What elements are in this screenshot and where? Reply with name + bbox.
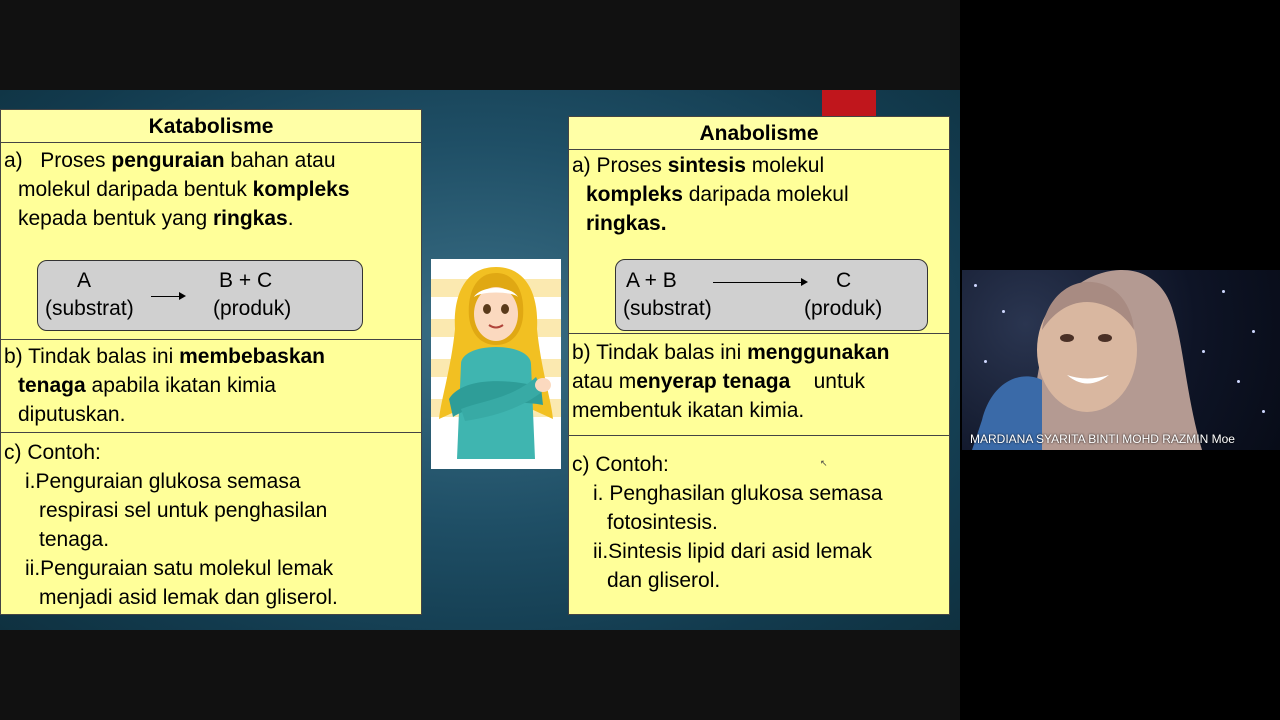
divider [1, 339, 421, 340]
divider [569, 435, 949, 436]
section-b: b) Tindak balas ini membebaskan tenaga apabila ikatan kimia diputuskan. [4, 345, 326, 426]
panel-title: Anabolisme [569, 117, 949, 150]
participant-avatar [962, 270, 1280, 450]
katabolisme-panel [0, 109, 422, 615]
divider [1, 432, 421, 433]
section-a: a) Proses sintesis molekul kompleks daripada molekul ringkas. [572, 154, 849, 235]
mouse-cursor-icon: ↖ [820, 458, 828, 468]
slide-accent-tab [822, 90, 876, 116]
reaction-arrow-icon [713, 282, 806, 283]
divider [569, 333, 949, 334]
presentation-slide [0, 90, 960, 630]
anabolisme-equation: A + B C (substrat) (produk) [615, 259, 928, 331]
participant-name-label: MARDIANA SYARITA BINTI MOHD RAZMIN Moe [970, 432, 1235, 446]
panel-title: Katabolisme [1, 110, 421, 143]
hijab-girl-illustration [431, 259, 561, 469]
reaction-arrow-icon [151, 296, 184, 297]
anabolisme-panel [568, 116, 950, 615]
katabolisme-equation: A B + C (substrat) (produk) [37, 260, 363, 331]
section-c: c) Contoh: i. Penghasilan glukosa semasa fotosintesis. ii.Sintesis lipid dari asid lemak dan gliserol. [572, 453, 883, 592]
section-b: b) Tindak balas ini menggunakan atau menyerap tenaga untuk membentuk ikatan kimia. [572, 341, 890, 422]
participant-video-tile[interactable] [962, 270, 1280, 450]
section-a: a) Proses penguraian bahan atau molekul daripada bentuk kompleks kepada bentuk yang ringkas. [4, 149, 350, 230]
section-c: c) Contoh: i.Penguraian glukosa semasa respirasi sel untuk penghasilan tenaga. ii.Penguraian satu molekul lemak menjadi asid lemak dan gliserol. [4, 441, 338, 609]
